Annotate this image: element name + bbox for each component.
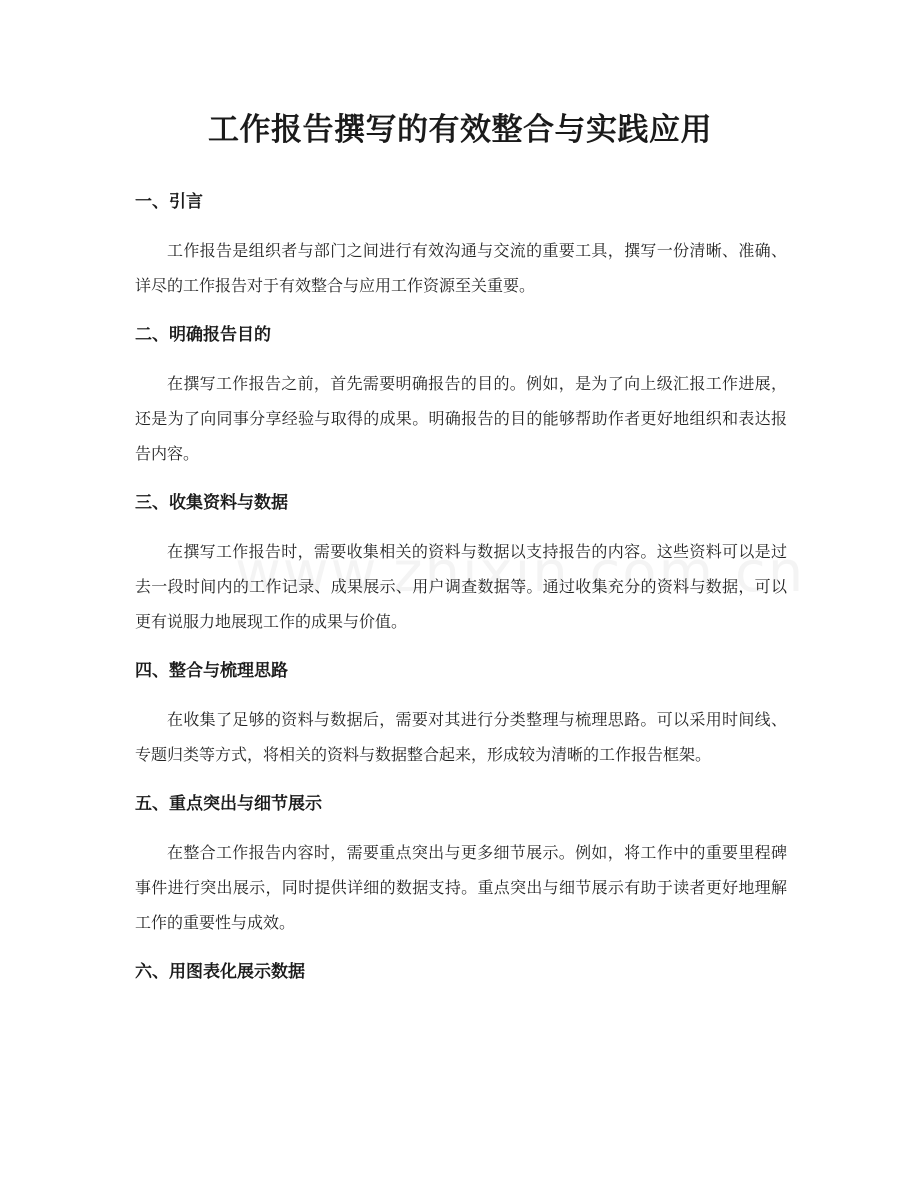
document-content: [135, 188, 787, 986]
section-highlight-details: [135, 790, 787, 940]
section-heading: 一、引言: [135, 192, 203, 212]
section-collect-data: [135, 489, 787, 639]
section-chart-data: [135, 958, 787, 986]
section-heading: 六、用图表化展示数据: [135, 962, 305, 982]
section-heading: 二、明确报告目的: [135, 325, 271, 345]
section-paragraph: 在撰写工作报告之前，首先需要明确报告的目的。例如，是为了向上级汇报工作进展，还是为了向同事分享经验与取得的成果。明确报告的目的能够帮助作者更好地组织和表达报告内容。: [135, 374, 787, 463]
section-paragraph: 在撰写工作报告时，需要收集相关的资料与数据以支持报告的内容。这些资料可以是过去一段时间内的工作记录、成果展示、用户调查数据等。通过收集充分的资料与数据，可以更有说服力地展现工作的成果与价值。: [135, 542, 787, 631]
section-introduction: [135, 188, 787, 303]
section-paragraph: 工作报告是组织者与部门之间进行有效沟通与交流的重要工具，撰写一份清晰、准确、详尽的工作报告对于有效整合与应用工作资源至关重要。: [135, 241, 787, 295]
section-organize-ideas: [135, 657, 787, 772]
section-paragraph: 在收集了足够的资料与数据后，需要对其进行分类整理与梳理思路。可以采用时间线、专题归类等方式，将相关的资料与数据整合起来，形成较为清晰的工作报告框架。: [135, 710, 787, 764]
document-title: 工作报告撰写的有效整合与实践应用: [208, 112, 712, 148]
section-heading: 五、重点突出与细节展示: [135, 794, 322, 814]
section-heading: 四、整合与梳理思路: [135, 661, 288, 681]
section-paragraph: 在整合工作报告内容时，需要重点突出与更多细节展示。例如，将工作中的重要里程碑事件进行突出展示，同时提供详细的数据支持。重点突出与细节展示有助于读者更好地理解工作的重要性与成效。: [135, 843, 787, 932]
section-report-purpose: [135, 321, 787, 471]
section-heading: 三、收集资料与数据: [135, 493, 288, 513]
